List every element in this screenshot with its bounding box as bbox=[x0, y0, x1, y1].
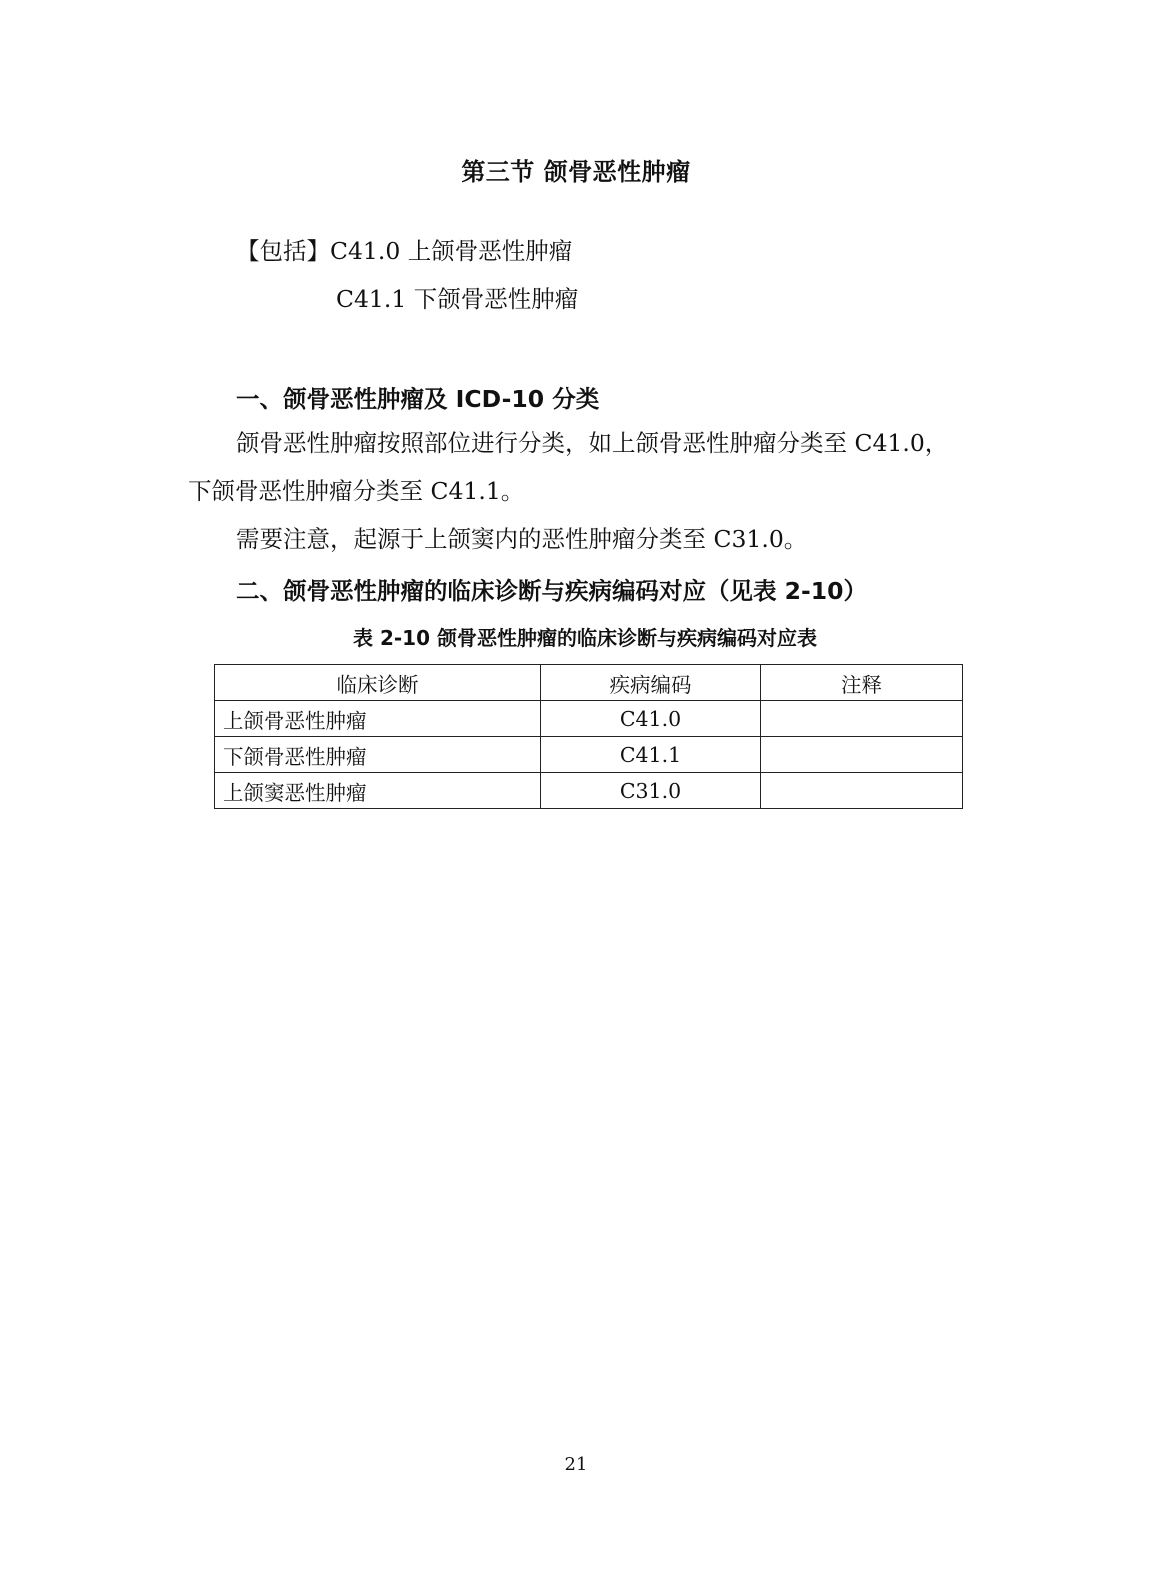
table-row bbox=[215, 773, 963, 809]
code-cell: C41.1 bbox=[541, 737, 761, 773]
diagnosis-cell: 下颌骨恶性肿瘤 bbox=[215, 737, 541, 773]
paragraph-classification-line-1: 颌骨恶性肿瘤按照部位进行分类，如上颌骨恶性肿瘤分类至 C41.0， bbox=[236, 429, 949, 457]
page-number: 21 bbox=[564, 1454, 588, 1475]
code-cell: C31.0 bbox=[541, 773, 761, 809]
heading-classification: 一、颌骨恶性肿瘤及 ICD-10 分类 bbox=[236, 385, 600, 413]
notes-cell bbox=[761, 737, 963, 773]
inclusion-line-1: 【包括】C41.0 上颌骨恶性肿瘤 bbox=[236, 237, 573, 265]
notes-cell bbox=[761, 773, 963, 809]
diagnosis-code-table bbox=[214, 664, 963, 809]
heading-diagnosis-mapping: 二、颌骨恶性肿瘤的临床诊断与疾病编码对应（见表 2-10） bbox=[236, 577, 867, 605]
table-caption: 表 2-10 颌骨恶性肿瘤的临床诊断与疾病编码对应表 bbox=[353, 626, 817, 650]
code-cell: C41.0 bbox=[541, 701, 761, 737]
header-clinical-diagnosis: 临床诊断 bbox=[215, 665, 541, 701]
header-notes: 注释 bbox=[761, 665, 963, 701]
table-header-row bbox=[215, 665, 963, 701]
diagnosis-cell: 上颌窦恶性肿瘤 bbox=[215, 773, 541, 809]
notes-cell bbox=[761, 701, 963, 737]
paragraph-note: 需要注意，起源于上颌窦内的恶性肿瘤分类至 C31.0。 bbox=[236, 525, 808, 553]
paragraph-classification-line-2: 下颌骨恶性肿瘤分类至 C41.1。 bbox=[188, 477, 525, 505]
section-title: 第三节 颌骨恶性肿瘤 bbox=[461, 158, 691, 186]
table-row bbox=[215, 701, 963, 737]
inclusion-line-2: C41.1 下颌骨恶性肿瘤 bbox=[336, 285, 579, 313]
header-disease-code: 疾病编码 bbox=[541, 665, 761, 701]
diagnosis-cell: 上颌骨恶性肿瘤 bbox=[215, 701, 541, 737]
table-row bbox=[215, 737, 963, 773]
